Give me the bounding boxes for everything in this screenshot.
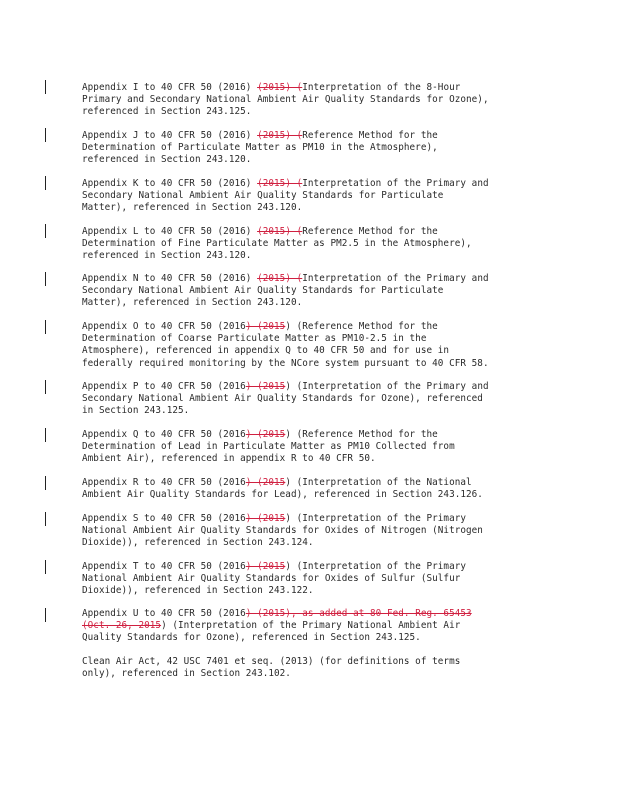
text-line — [82, 82, 552, 94]
change-bar — [45, 128, 46, 142]
reference-clean-air-act — [82, 656, 552, 680]
text-line — [82, 453, 552, 465]
text-segment: Appendix K to 40 CFR 50 (2016) — [82, 178, 258, 189]
text-segment: Dioxide)), referenced in Section 243.122. — [82, 585, 314, 597]
reference-appendix-j — [82, 130, 552, 167]
deleted-text: (2015) ( — [257, 226, 303, 237]
text-line — [82, 154, 552, 166]
change-bar — [45, 560, 46, 574]
text-segment: ) (Interpretation of the Primary — [285, 513, 467, 524]
reference-appendix-k — [82, 178, 552, 215]
text-line — [82, 393, 552, 405]
text-line — [82, 573, 552, 585]
text-segment: ) (Reference Method for the — [285, 321, 438, 332]
text-line — [82, 489, 552, 501]
text-line — [82, 202, 552, 214]
text-segment: Appendix Q to 40 CFR 50 (2016 — [82, 429, 246, 440]
text-line — [82, 429, 552, 441]
text-line — [82, 345, 552, 357]
text-line — [82, 358, 552, 370]
deleted-text: ) (2015 — [245, 429, 286, 440]
text-segment: Dioxide)), referenced in Section 243.124. — [82, 537, 314, 549]
text-line — [82, 273, 552, 285]
text-segment: National Ambient Air Quality Standards for Oxides of Nitrogen (Nitrogen — [82, 525, 483, 537]
deleted-text: (2015) ( — [257, 273, 303, 284]
text-segment: Reference Method for the — [302, 130, 438, 141]
deleted-text: (2015) ( — [257, 130, 303, 141]
change-bar — [45, 224, 46, 238]
text-line — [82, 238, 552, 250]
change-bar — [45, 320, 46, 334]
text-line — [82, 477, 552, 489]
text-segment: Appendix S to 40 CFR 50 (2016 — [82, 513, 246, 524]
reference-appendix-r — [82, 477, 552, 501]
text-line — [82, 250, 552, 262]
deleted-text: ) (2015 — [245, 477, 286, 488]
text-segment: Secondary National Ambient Air Quality Standards for Ozone), referenced — [82, 393, 483, 405]
change-bar — [45, 80, 46, 94]
text-segment: ) (Interpretation of the Primary — [285, 561, 467, 572]
text-segment: Appendix J to 40 CFR 50 (2016) — [82, 130, 258, 141]
text-line — [82, 513, 552, 525]
text-segment: ) (Reference Method for the — [285, 429, 438, 440]
reference-appendix-t — [82, 561, 552, 598]
deleted-text: ) (2015), as added at 80 Fed. Reg. 65453 — [245, 608, 472, 619]
change-bar — [45, 428, 46, 442]
text-segment: only), referenced in Section 243.102. — [82, 668, 291, 680]
text-line — [82, 333, 552, 345]
change-bar — [45, 512, 46, 526]
text-line — [82, 585, 552, 597]
reference-appendix-l — [82, 226, 552, 263]
text-segment: referenced in Section 243.120. — [82, 154, 252, 166]
text-segment: Appendix T to 40 CFR 50 (2016 — [82, 561, 246, 572]
reference-appendix-u — [82, 608, 552, 645]
change-bar — [45, 176, 46, 190]
reference-appendix-i — [82, 82, 552, 119]
text-segment: Interpretation of the 8-Hour — [302, 82, 461, 93]
text-segment: Appendix P to 40 CFR 50 (2016 — [82, 381, 246, 392]
deleted-text: (Oct. 26, 2015 — [82, 620, 162, 632]
text-segment: ) (Interpretation of the Primary and — [285, 381, 489, 392]
deleted-text: (2015) ( — [257, 82, 303, 93]
text-line — [82, 381, 552, 393]
text-line — [82, 94, 552, 106]
text-segment: Ambient Air), referenced in appendix R to 40 CFR 50. — [82, 453, 376, 465]
text-line — [82, 285, 552, 297]
text-line — [82, 130, 552, 142]
text-line — [82, 537, 552, 549]
reference-appendix-p — [82, 381, 552, 418]
change-bar — [45, 476, 46, 490]
text-segment: ) (Interpretation of the Primary National Ambient Air — [161, 620, 461, 632]
deleted-text: ) (2015 — [245, 321, 286, 332]
text-line — [82, 178, 552, 190]
deleted-text: ) (2015 — [245, 561, 286, 572]
text-segment: Appendix L to 40 CFR 50 (2016) — [82, 226, 258, 237]
text-line — [82, 525, 552, 537]
text-segment: Matter), referenced in Section 243.120. — [82, 297, 303, 309]
text-segment: federally required monitoring by the NCore system pursuant to 40 CFR 58. — [82, 357, 489, 369]
text-segment: Primary and Secondary National Ambient Air Quality Standards for Ozone), — [82, 94, 489, 106]
deleted-text: ) (2015 — [245, 513, 286, 524]
text-segment: Determination of Coarse Particulate Matter as PM10-2.5 in the — [82, 333, 427, 345]
text-segment: Secondary National Ambient Air Quality Standards for Particulate — [82, 285, 444, 297]
change-bar — [45, 380, 46, 394]
text-segment: Appendix N to 40 CFR 50 (2016) — [82, 273, 258, 284]
text-segment: referenced in Section 243.120. — [82, 250, 252, 262]
change-bar — [45, 608, 46, 622]
text-line — [82, 441, 552, 453]
text-segment: referenced in Section 243.125. — [82, 106, 252, 118]
text-line — [82, 632, 552, 644]
text-segment: Secondary National Ambient Air Quality Standards for Particulate — [82, 190, 444, 202]
text-line — [82, 620, 552, 632]
text-segment: Interpretation of the Primary and — [302, 178, 489, 189]
reference-appendix-n — [82, 273, 552, 310]
text-segment: Determination of Lead in Particulate Matter as PM10 Collected from — [82, 441, 455, 453]
text-line — [82, 142, 552, 154]
text-line — [82, 226, 552, 238]
text-segment: National Ambient Air Quality Standards for Oxides of Sulfur (Sulfur — [82, 573, 461, 585]
reference-appendix-q — [82, 429, 552, 466]
text-segment: Quality Standards for Ozone), referenced in Section 243.125. — [82, 632, 421, 644]
text-line — [82, 405, 552, 417]
text-segment: Appendix I to 40 CFR 50 (2016) — [82, 82, 258, 93]
reference-appendix-o — [82, 321, 552, 370]
change-bar — [45, 272, 46, 286]
text-segment: Determination of Particulate Matter as PM10 in the Atmosphere), — [82, 142, 438, 154]
text-segment: Determination of Fine Particulate Matter as PM2.5 in the Atmosphere), — [82, 238, 472, 250]
text-line — [82, 297, 552, 309]
text-segment: Appendix R to 40 CFR 50 (2016 — [82, 477, 246, 488]
text-segment: Matter), referenced in Section 243.120. — [82, 202, 303, 214]
deleted-text: (2015) ( — [257, 178, 303, 189]
text-segment: Interpretation of the Primary and — [302, 273, 489, 284]
text-segment: Appendix U to 40 CFR 50 (2016 — [82, 608, 246, 619]
text-segment: in Section 243.125. — [82, 405, 190, 417]
text-line — [82, 190, 552, 202]
text-segment: Appendix O to 40 CFR 50 (2016 — [82, 321, 246, 332]
text-line — [82, 106, 552, 118]
text-segment: Atmosphere), referenced in appendix Q to 40 CFR 50 and for use in — [82, 345, 450, 357]
text-segment: Reference Method for the — [302, 226, 438, 237]
text-line — [82, 321, 552, 333]
text-segment: ) (Interpretation of the National — [285, 477, 472, 488]
deleted-text: ) (2015 — [245, 381, 286, 392]
reference-appendix-s — [82, 513, 552, 550]
text-line — [82, 656, 552, 668]
text-line — [82, 608, 552, 620]
text-line — [82, 668, 552, 680]
text-segment: Ambient Air Quality Standards for Lead), referenced in Section 243.126. — [82, 489, 483, 501]
text-line — [82, 561, 552, 573]
text-segment: Clean Air Act, 42 USC 7401 et seq. (2013) (for definitions of terms — [82, 656, 461, 667]
